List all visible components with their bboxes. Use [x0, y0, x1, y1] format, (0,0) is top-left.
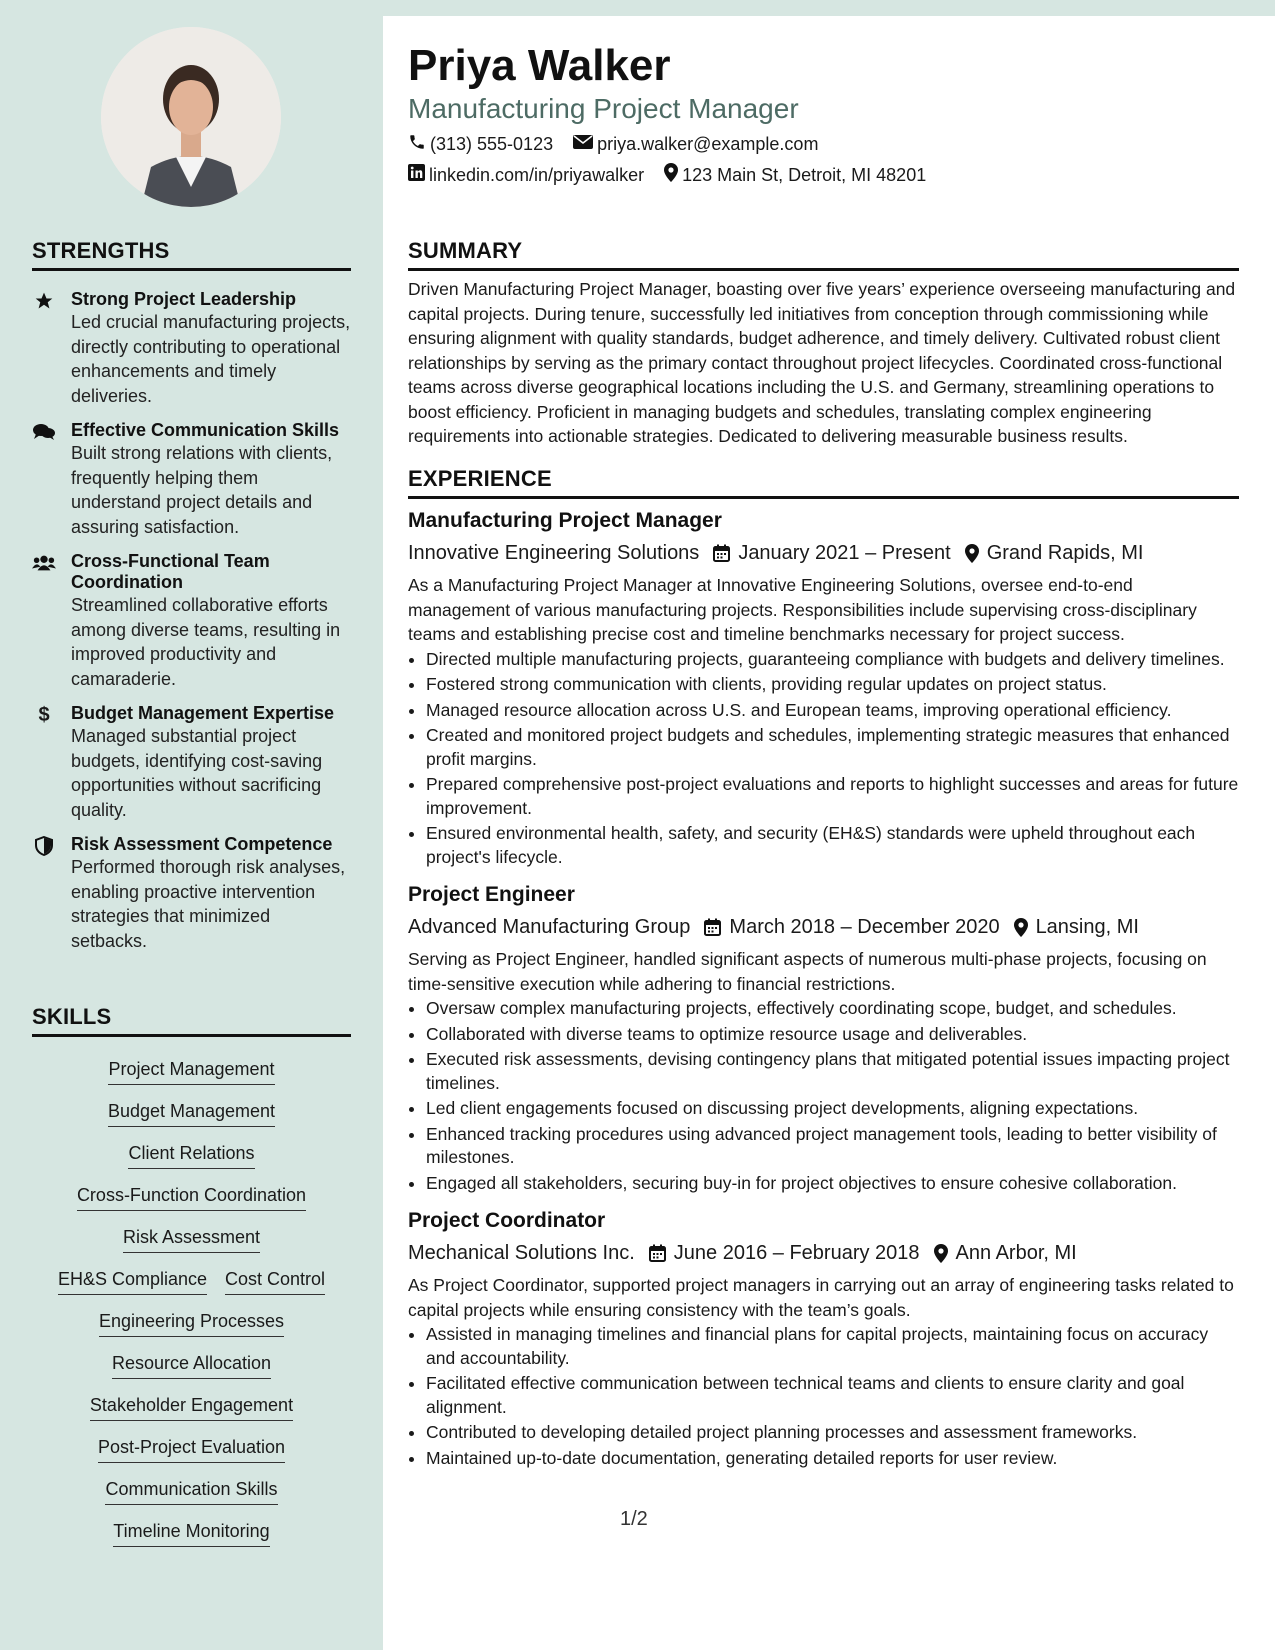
skill-tag: Timeline Monitoring — [113, 1519, 269, 1547]
bullet-item: • Prepared comprehensive post-project evaluations and reports to highlight successes and areas for future improvement. — [426, 773, 1239, 820]
bullet-item: • Assisted in managing timelines and financial plans for capital projects, maintaining focus on accuracy and accountability. — [426, 1323, 1239, 1370]
bullet-item: • Oversaw complex manufacturing projects, effectively coordinating scope, budget, and schedules. — [426, 997, 1239, 1021]
bullet-item: • Collaborated with diverse teams to optimize resource usage and deliverables. — [426, 1023, 1239, 1047]
candidate-title: Manufacturing Project Manager — [408, 93, 799, 124]
skill-tag: Client Relations — [128, 1141, 254, 1169]
main-content — [383, 16, 1275, 1650]
job-title: Manufacturing Project Manager — [408, 509, 722, 532]
location-pin-icon — [934, 1244, 948, 1263]
job-location: Lansing, MI — [1035, 916, 1139, 938]
profile-photo — [101, 27, 281, 207]
calendar-icon — [713, 544, 730, 562]
skill-tag: Project Management — [108, 1057, 274, 1085]
skill-tag: Communication Skills — [105, 1477, 277, 1505]
job-meta — [408, 539, 1239, 567]
strength-description: Led crucial manufacturing projects, directly contributing to operational enhancements and timely deliveries. — [71, 312, 351, 406]
strength-description: Performed thorough risk analyses, enabling proactive intervention strategies that minimized setbacks. — [71, 857, 346, 951]
experience-heading: EXPERIENCE — [408, 466, 1239, 499]
bullet-item: • Executed risk assessments, devising contingency plans that mitigated potential issues impacting project timelines. — [426, 1048, 1239, 1095]
skills-section — [32, 1004, 351, 1547]
skill-tag: Engineering Processes — [99, 1309, 284, 1337]
skill-tag: Budget Management — [108, 1099, 275, 1127]
strengths-heading: STRENGTHS — [32, 238, 351, 271]
job-title: Project Coordinator — [408, 1209, 606, 1232]
page-number: 1/2 — [620, 1508, 648, 1530]
bullet-item: • Facilitated effective communication between technical teams and clients to ensure clarity and goal alignment. — [426, 1372, 1239, 1419]
job-intro: As a Manufacturing Project Manager at Innovative Engineering Solutions, oversee end-to-end management of various manufacturing projects. Responsibilities include supervising cross-disciplinary teams and establishing precise cost and timeline benchmarks necessary for project success. — [408, 575, 1197, 644]
bullet-item: • Contributed to developing detailed project planning processes and assessment frameworks. — [426, 1421, 1239, 1445]
skills-heading: SKILLS — [32, 1004, 351, 1037]
strength-item — [32, 834, 351, 953]
job-title: Project Engineer — [408, 883, 575, 906]
phone-text[interactable]: (313) 555-0123 — [430, 134, 554, 154]
strength-description: Streamlined collaborative efforts among diverse teams, resulting in improved productivity and camaraderie. — [71, 595, 341, 689]
location-pin-icon — [965, 544, 979, 563]
strength-title: Budget Management Expertise — [71, 703, 335, 723]
skill-tag: Cost Control — [225, 1267, 325, 1295]
location-pin-icon — [1014, 918, 1028, 937]
strength-item — [32, 703, 351, 822]
dollar-icon: $ — [38, 703, 50, 726]
job-bullets — [408, 648, 1239, 870]
address-text: 123 Main St, Detroit, MI 48201 — [682, 164, 927, 185]
calendar-icon — [649, 1244, 666, 1262]
strength-item — [32, 551, 351, 691]
job-dates: January 2021 – Present — [738, 542, 951, 564]
bullet-item: • Engaged all stakeholders, securing buy-in for project objectives to ensure cohesive collaboration. — [426, 1172, 1239, 1196]
bullet-item: • Managed resource allocation across U.S. and European teams, improving operational efficiency. — [426, 699, 1239, 723]
job-location: Grand Rapids, MI — [986, 542, 1144, 564]
strength-title: Risk Assessment Competence — [71, 834, 333, 854]
contact-line-1 — [408, 133, 832, 156]
bullet-item: • Directed multiple manufacturing projects, guaranteeing compliance with budgets and delivery timelines. — [426, 648, 1239, 672]
job-entry — [408, 881, 1239, 1195]
skill-tag: Resource Allocation — [112, 1351, 271, 1379]
job-meta — [408, 913, 1239, 941]
skills-list — [32, 1037, 351, 1547]
job-intro: Serving as Project Engineer, handled significant aspects of numerous multi-phase projects, focusing on time-sensitive execution while adhering to financial restrictions. — [408, 949, 1207, 994]
job-location: Ann Arbor, MI — [955, 1242, 1077, 1264]
company-name: Innovative Engineering Solutions — [408, 542, 700, 564]
job-bullets — [408, 997, 1239, 1195]
skill-tag: Risk Assessment — [123, 1225, 260, 1253]
experience-section — [408, 466, 1239, 1472]
summary-section — [408, 238, 1239, 449]
linkedin-icon — [408, 164, 425, 186]
bullet-item: • Led client engagements focused on discussing project developments, aligning expectations. — [426, 1097, 1239, 1121]
shield-icon — [32, 835, 56, 857]
strength-item — [32, 420, 351, 539]
skill-tag: Stakeholder Engagement — [90, 1393, 293, 1421]
calendar-icon — [704, 918, 721, 936]
strength-title: Effective Communication Skills — [71, 420, 340, 440]
comments-icon — [32, 421, 56, 443]
job-intro: As Project Coordinator, supported project managers in carrying out an array of engineering tasks related to capital projects while ensuring consistency with the team’s goals. — [408, 1275, 1234, 1320]
bullet-item: • Maintained up-to-date documentation, generating detailed reports for user review. — [426, 1447, 1239, 1471]
bullet-item: • Created and monitored project budgets and schedules, implementing strategic measures that enhanced profit margins. — [426, 724, 1239, 771]
email-icon — [573, 134, 593, 155]
job-entry — [408, 507, 1239, 869]
bullet-item: • Ensured environmental health, safety, and security (EH&S) standards were upheld throughout each project's lifecycle. — [426, 822, 1239, 869]
strength-title: Cross-Functional Team Coordination — [71, 551, 270, 592]
email-link[interactable]: priya.walker@example.com — [597, 134, 819, 154]
sidebar — [0, 0, 383, 1650]
linkedin-link[interactable]: linkedin.com/in/priyawalker — [429, 164, 645, 185]
skill-tag: Cross-Function Coordination — [77, 1183, 306, 1211]
company-name: Mechanical Solutions Inc. — [408, 1242, 635, 1264]
strengths-section — [32, 238, 351, 953]
location-pin-icon — [664, 163, 678, 187]
summary-heading: SUMMARY — [408, 238, 1239, 271]
strength-title: Strong Project Leadership — [71, 289, 297, 309]
strength-item — [32, 289, 351, 408]
summary-text: Driven Manufacturing Project Manager, boasting over five years’ experience overseeing manufacturing and capital projects. During tenure, successfully led initiatives from conception through commissioning while ensuring alignment with quality standards, budget adherence, and timely delivery. Cultivated robust client relationships by serving as the primary contact throughout project lifecycles. Coordinated cross-functional teams across diverse geographical locations including the U.S. and Germany, streamlining operations to boost efficiency. Proficient in managing budgets and schedules, translating complex engineering requirements into actionable strategies. Dedicated to delivering measurable business results. — [408, 279, 1236, 446]
strength-description: Managed substantial project budgets, identifying cost-saving opportunities without sacrificing quality. — [71, 726, 323, 820]
job-dates: March 2018 – December 2020 — [729, 916, 1000, 938]
skill-tag: Post-Project Evaluation — [98, 1435, 285, 1463]
job-meta — [408, 1239, 1239, 1267]
users-icon — [32, 552, 56, 574]
strength-description: Built strong relations with clients, frequently helping them understand project details and assuring satisfaction. — [71, 443, 333, 537]
phone-icon — [408, 133, 426, 156]
bullet-item: • Fostered strong communication with clients, providing regular updates on project status. — [426, 673, 1239, 697]
candidate-name: Priya Walker — [408, 41, 671, 90]
job-dates: June 2016 – February 2018 — [673, 1242, 920, 1264]
star-icon — [32, 290, 56, 312]
contact-line-2 — [408, 163, 940, 187]
job-bullets — [408, 1323, 1239, 1470]
bullet-item: • Enhanced tracking procedures using advanced project management tools, leading to better visibility of milestones. — [426, 1123, 1239, 1170]
job-entry — [408, 1207, 1239, 1470]
company-name: Advanced Manufacturing Group — [408, 916, 691, 938]
skill-tag: EH&S Compliance — [58, 1267, 207, 1295]
